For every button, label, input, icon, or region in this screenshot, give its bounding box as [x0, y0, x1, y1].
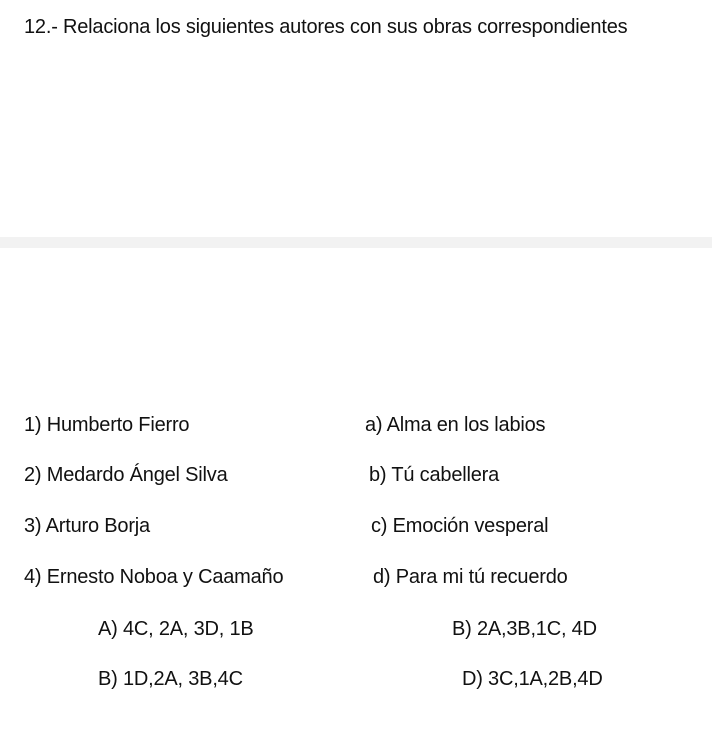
work-item-d: d) Para mi tú recuerdo	[373, 566, 568, 588]
question-text: 12.- Relaciona los siguientes autores con sus obras correspondientes	[24, 16, 628, 38]
author-item-4: 4) Ernesto Noboa y Caamaño	[24, 566, 284, 588]
work-item-a: a) Alma en los labios	[365, 414, 546, 436]
answer-option-b-1[interactable]: B) 2A,3B,1C, 4D	[452, 618, 597, 640]
author-item-2: 2) Medardo Ángel Silva	[24, 464, 228, 486]
answer-option-b-2[interactable]: B) 1D,2A, 3B,4C	[98, 668, 243, 690]
work-item-c: c) Emoción vesperal	[371, 515, 549, 537]
divider-band	[0, 237, 712, 248]
author-item-3: 3) Arturo Borja	[24, 515, 150, 537]
author-item-1: 1) Humberto Fierro	[24, 414, 190, 436]
answer-option-d[interactable]: D) 3C,1A,2B,4D	[462, 668, 603, 690]
work-item-b: b) Tú cabellera	[369, 464, 500, 486]
answer-option-a[interactable]: A) 4C, 2A, 3D, 1B	[98, 618, 254, 640]
